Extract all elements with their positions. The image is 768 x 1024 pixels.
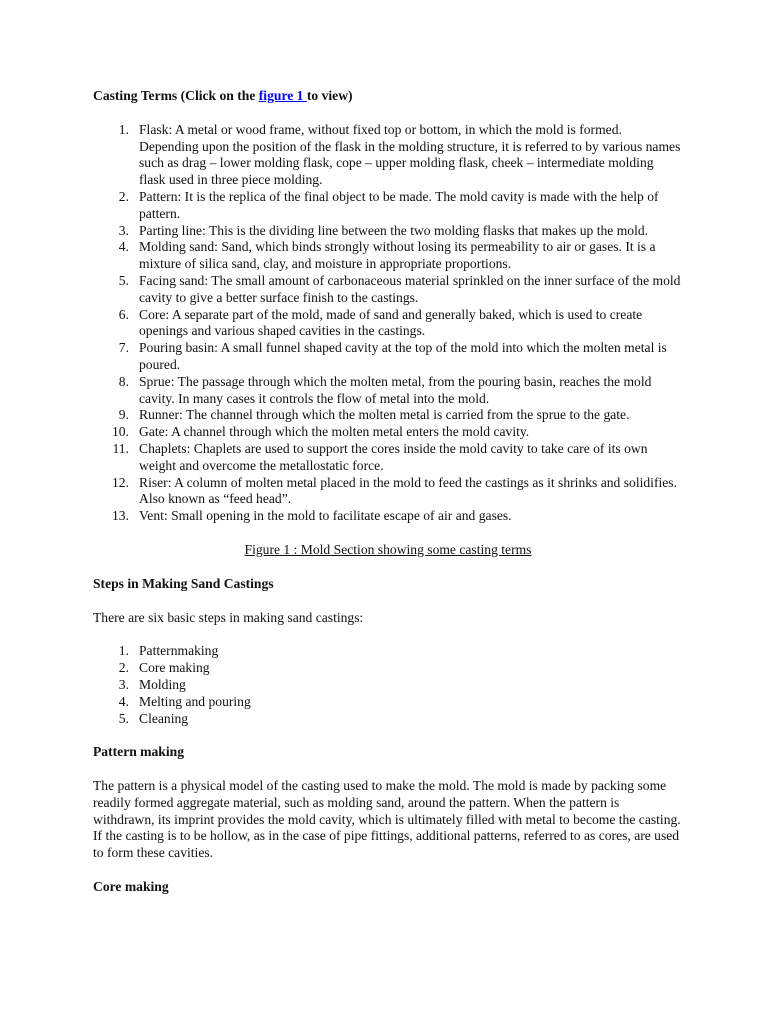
list-item-number: 11. [112, 440, 129, 456]
list-item-text: Molding [139, 676, 186, 692]
list-item [93, 694, 683, 711]
list-item-text: Patternmaking [139, 643, 219, 659]
list-item-text: Pouring basin: A small funnel shaped cavity at the top of the mold into which the molten metal is poured. [139, 340, 667, 372]
list-item [93, 643, 683, 660]
list-item-text: Parting line: This is the dividing line between the two molding flasks that makes up the mold. [139, 222, 649, 238]
list-item-text: Melting and pouring [139, 693, 251, 709]
list-item [93, 223, 683, 240]
core-making-heading: Core making [93, 879, 169, 895]
list-item-text: Flask: A metal or wood frame, without fixed top or bottom, in which the mold is formed. Depending upon the position of the flask in the molding structure, it is referred to by various names such as drag – lower molding flask, cope – upper molding flask, cheek – intermediate molding flask used in three piece molding. [139, 121, 681, 188]
list-item-text: Core making [139, 660, 210, 676]
list-item-text: Pattern: It is the replica of the final object to be made. The mold cavity is made with the help of pattern. [139, 188, 659, 221]
list-item-number: 4. [118, 693, 129, 709]
list-item [93, 677, 683, 694]
list-item-text: Facing sand: The small amount of carbonaceous material sprinkled on the inner surface of the mold cavity to give a better surface finish to the castings. [139, 272, 681, 305]
list-item [93, 307, 683, 341]
list-item-number: 4. [118, 239, 129, 255]
steps-list [93, 643, 683, 727]
list-item-text: Molding sand: Sand, which binds strongly without losing its permeability to air or gases. It is a mixture of silica sand, clay, and moisture in appropriate proportions. [139, 239, 656, 272]
pattern-making-heading: Pattern making [93, 744, 184, 760]
list-item [93, 239, 683, 273]
list-item-text: Core: A separate part of the mold, made of sand and generally baked, which is used to create openings and various shaped cavities in the castings. [139, 306, 643, 339]
steps-intro: There are six basic steps in making sand castings: [93, 609, 364, 625]
steps-heading: Steps in Making Sand Castings [93, 575, 274, 591]
list-item-number: 5. [118, 710, 129, 726]
list-item [93, 424, 683, 441]
list-item [93, 407, 683, 424]
list-item-number: 9. [118, 407, 129, 423]
list-item-number: 6. [118, 306, 129, 322]
list-item [93, 273, 683, 307]
list-item [93, 374, 683, 408]
list-item-text: Sprue: The passage through which the molten metal, from the pouring basin, reaches the mold cavity. In many cases it controls the flow of metal into the mold. [139, 373, 652, 406]
list-item-number: 7. [118, 340, 129, 356]
list-item-number: 8. [118, 373, 129, 389]
list-item [93, 340, 683, 374]
list-item-number: 3. [118, 222, 129, 238]
casting-terms-heading [93, 88, 683, 105]
list-item-text: Gate: A channel through which the molten metal enters the mold cavity. [139, 424, 530, 440]
casting-terms-heading-suffix: to view) [306, 88, 353, 103]
list-item-number: 13. [112, 508, 129, 524]
list-item-number: 2. [118, 188, 129, 204]
list-item-number: 2. [118, 660, 129, 676]
list-item-number: 12. [112, 474, 129, 490]
list-item-text: Vent: Small opening in the mold to facilitate escape of air and gases. [139, 508, 512, 524]
list-item [93, 660, 683, 677]
list-item-text: Cleaning [139, 710, 189, 726]
list-item [93, 122, 683, 189]
figure-1-link[interactable]: figure 1 [258, 88, 307, 103]
document-body [93, 88, 683, 896]
list-item [93, 711, 683, 728]
list-item-text: Riser: A column of molten metal placed in the mold to feed the castings as it shrinks and solidifies. Also known as “feed head”. [139, 474, 677, 507]
list-item-number: 1. [118, 121, 129, 137]
casting-terms-list [93, 122, 683, 525]
casting-terms-heading-prefix: Casting Terms (Click on the [93, 88, 259, 103]
figure-caption: Figure 1 : Mold Section showing some casting terms [244, 541, 532, 557]
pattern-making-body: The pattern is a physical model of the casting used to make the mold. The mold is made by packing some readily formed aggregate material, such as molding sand, around the pattern. When the pattern is withdrawn, its imprint provides the mold cavity, which is ultimately filled with metal to become the casting. If the casting is to be hollow, as in the case of pipe fittings, additional patterns, referred to as cores, are used to form these cavities. [93, 778, 681, 861]
list-item-text: Runner: The channel through which the molten metal is carried from the sprue to the gate. [139, 407, 630, 423]
list-item [93, 475, 683, 509]
list-item [93, 508, 683, 525]
list-item-number: 10. [112, 424, 129, 440]
list-item-number: 1. [118, 643, 129, 659]
list-item [93, 441, 683, 475]
list-item [93, 189, 683, 223]
list-item-text: Chaplets: Chaplets are used to support the cores inside the mold cavity to take care of its own weight and overcome the metallostatic force. [139, 440, 648, 473]
list-item-number: 5. [118, 272, 129, 288]
list-item-number: 3. [118, 676, 129, 692]
